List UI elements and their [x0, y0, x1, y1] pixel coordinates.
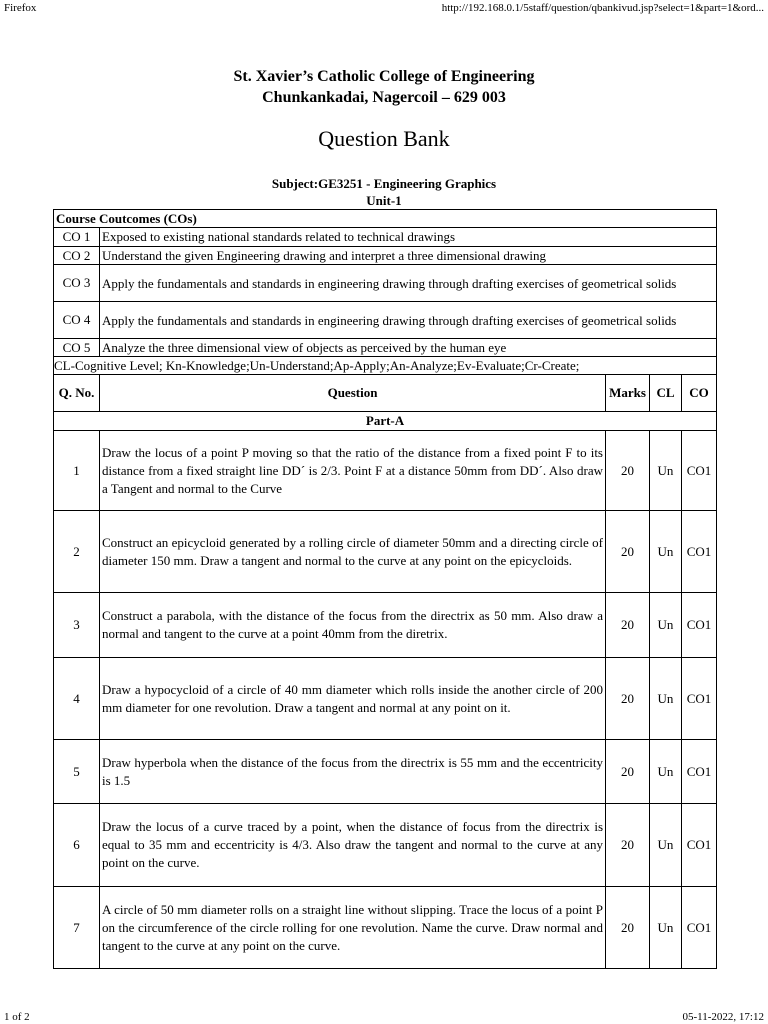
question-text: A circle of 50 mm diameter rolls on a straight line without slipping. Trace the locus of a point P on the circumference of the circle rolling for one revolution. Name the curve. Draw normal and tangent to the curve at any point on the curve.	[100, 887, 606, 969]
question-row	[54, 804, 717, 887]
question-cl: Un	[650, 431, 682, 511]
part-label: Part-A	[54, 412, 717, 431]
question-number: 7	[54, 887, 100, 969]
question-row	[54, 593, 717, 658]
college-address: Chunkankadai, Nagercoil – 629 003	[262, 89, 506, 106]
question-cl: Un	[650, 511, 682, 593]
outcomes-heading-row	[54, 210, 717, 228]
subject-block	[0, 175, 768, 209]
question-co: CO1	[682, 593, 717, 658]
outcome-text: Exposed to existing national standards related to technical drawings	[100, 228, 717, 247]
college-name: St. Xavier’s Catholic College of Engineering	[233, 68, 535, 85]
column-header-cl: CL	[650, 375, 682, 412]
outcomes-heading: Course Coutcomes (COs)	[54, 210, 717, 228]
question-cl: Un	[650, 740, 682, 804]
page-title: Question Bank	[318, 126, 450, 151]
question-marks: 20	[606, 431, 650, 511]
column-header-marks: Marks	[606, 375, 650, 412]
question-cl: Un	[650, 804, 682, 887]
question-text: Draw a hypocycloid of a circle of 40 mm diameter which rolls inside the another circle of 200 mm diameter for one revolution. Draw a tangent and normal at any point on it.	[100, 658, 606, 740]
outcome-code: CO 1	[54, 228, 100, 247]
question-number: 3	[54, 593, 100, 658]
question-marks: 20	[606, 804, 650, 887]
question-row	[54, 431, 717, 511]
question-text: Draw the locus of a point P moving so that the ratio of the distance from a fixed point F to its distance from a fixed straight line DD´ is 2/3. Point F at a distance 50mm from DD´. Also draw a Tangent and normal to the Curve	[100, 431, 606, 511]
outcome-code: CO 2	[54, 247, 100, 265]
question-row	[54, 511, 717, 593]
question-number: 2	[54, 511, 100, 593]
outcome-text: Analyze the three dimensional view of objects as perceived by the human eye	[100, 339, 717, 357]
browser-app-name: Firefox	[4, 2, 37, 14]
outcome-row	[54, 302, 717, 339]
column-header-qno: Q. No.	[54, 375, 100, 412]
outcome-code: CO 4	[54, 302, 100, 339]
question-cl: Un	[650, 887, 682, 969]
page-url: http://192.168.0.1/5staff/question/qbankivud.jsp?select=1&part=1&ord...	[441, 2, 764, 14]
question-number: 5	[54, 740, 100, 804]
page-indicator: 1 of 2	[4, 1011, 30, 1023]
question-marks: 20	[606, 887, 650, 969]
outcome-code: CO 3	[54, 265, 100, 302]
print-datetime: 05-11-2022, 17:12	[682, 1011, 764, 1023]
unit-line: Unit-1	[366, 193, 402, 208]
outcome-row	[54, 247, 717, 265]
cognitive-legend-row	[54, 357, 717, 375]
outcome-row	[54, 339, 717, 357]
question-number: 6	[54, 804, 100, 887]
question-row	[54, 658, 717, 740]
question-text: Draw the locus of a curve traced by a point, when the distance of focus from the directrix is equal to 35 mm and eccentricity is 4/3. Also draw the tangent and normal to the curve at any point on the curve.	[100, 804, 606, 887]
question-marks: 20	[606, 511, 650, 593]
subject-line: Subject:GE3251 - Engineering Graphics	[271, 176, 497, 191]
outcome-code: CO 5	[54, 339, 100, 357]
college-header	[0, 66, 768, 108]
question-cl: Un	[650, 658, 682, 740]
cognitive-legend: CL-Cognitive Level; Kn-Knowledge;Un-Understand;Ap-Apply;An-Analyze;Ev-Evaluate;Cr-Create;	[54, 357, 717, 375]
question-marks: 20	[606, 593, 650, 658]
table-header-row	[54, 375, 717, 412]
question-bank-table	[53, 209, 717, 969]
question-marks: 20	[606, 658, 650, 740]
question-co: CO1	[682, 740, 717, 804]
question-row	[54, 887, 717, 969]
question-text: Construct a parabola, with the distance of the focus from the directrix as 50 mm. Also draw a normal and tangent to the curve at a point 40mm from the diretrix.	[100, 593, 606, 658]
question-co: CO1	[682, 431, 717, 511]
question-text: Draw hyperbola when the distance of the focus from the directrix is 55 mm and the eccentricity is 1.5	[100, 740, 606, 804]
outcome-row	[54, 265, 717, 302]
column-header-co: CO	[682, 375, 717, 412]
question-marks: 20	[606, 740, 650, 804]
part-row	[54, 412, 717, 431]
question-number: 1	[54, 431, 100, 511]
question-cl: Un	[650, 593, 682, 658]
question-co: CO1	[682, 804, 717, 887]
question-text: Construct an epicycloid generated by a rolling circle of diameter 50mm and a directing circle of diameter 150 mm. Draw a tangent and normal to the curve at any point on the epicycloids.	[100, 511, 606, 593]
question-row	[54, 740, 717, 804]
outcome-text: Apply the fundamentals and standards in engineering drawing through drafting exercises of geometrical solids	[100, 265, 717, 302]
outcome-text: Understand the given Engineering drawing and interpret a three dimensional drawing	[100, 247, 717, 265]
question-co: CO1	[682, 658, 717, 740]
question-co: CO1	[682, 511, 717, 593]
outcome-row	[54, 228, 717, 247]
column-header-question: Question	[100, 375, 606, 412]
question-co: CO1	[682, 887, 717, 969]
question-number: 4	[54, 658, 100, 740]
outcome-text: Apply the fundamentals and standards in engineering drawing through drafting exercises of geometrical solids	[100, 302, 717, 339]
